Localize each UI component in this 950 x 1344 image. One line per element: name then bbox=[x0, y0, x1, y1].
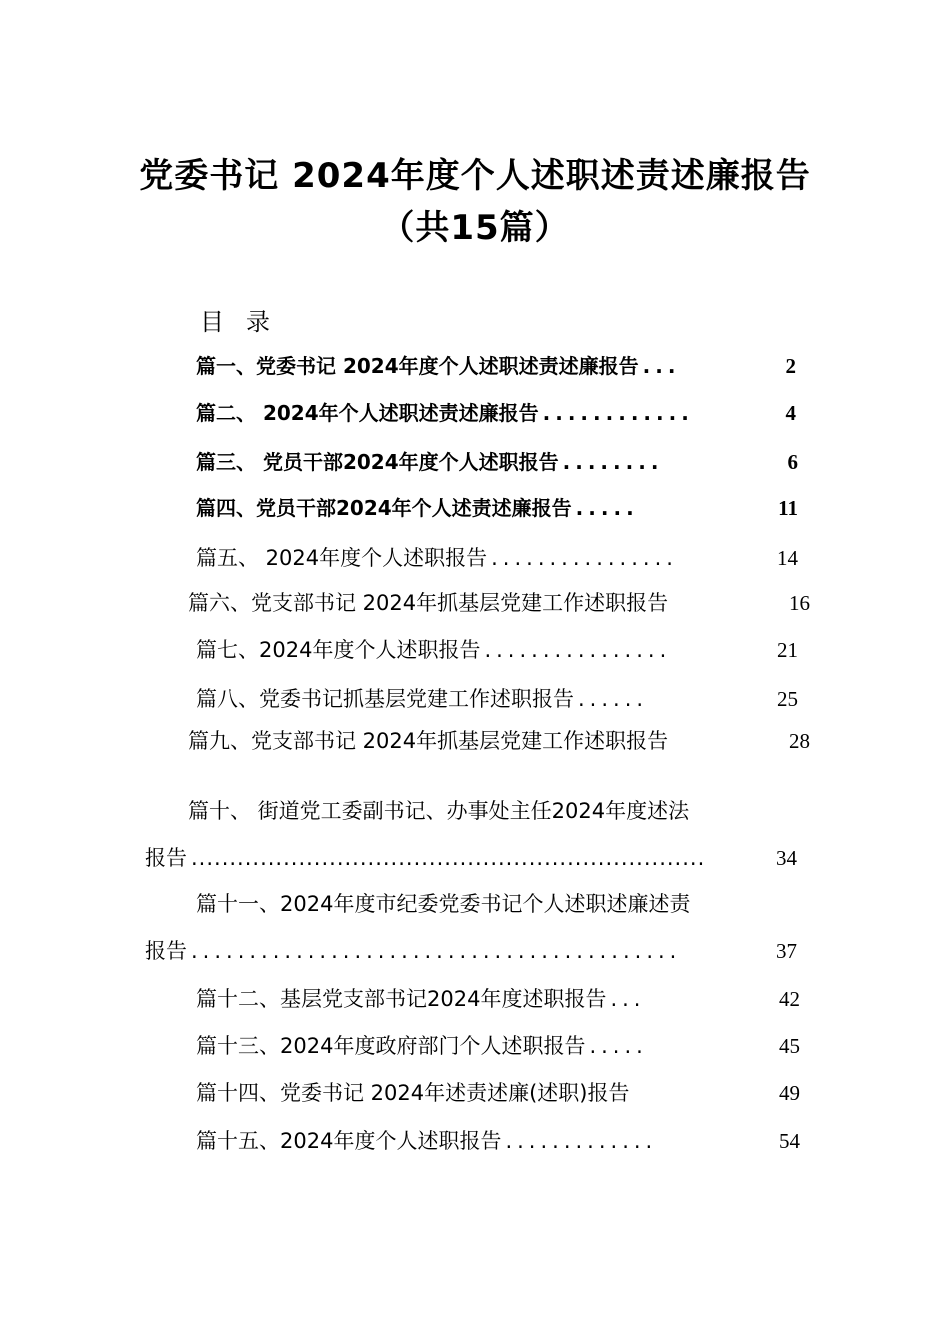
toc-entry-title: 篇十五、2024年度个人述职报告 bbox=[196, 1129, 502, 1153]
toc-entry[interactable] bbox=[196, 397, 796, 427]
toc-page-number: 6 bbox=[787, 450, 798, 474]
toc-entry[interactable] bbox=[145, 842, 797, 872]
document-subtitle: （共15篇） bbox=[380, 208, 570, 248]
toc-entry[interactable] bbox=[196, 1125, 800, 1155]
toc-entry[interactable] bbox=[196, 350, 796, 380]
toc-leader: ........ bbox=[562, 450, 664, 474]
toc-entry-title[interactable]: 篇十、 街道党工委副书记、办事处主任2024年度述法 bbox=[188, 799, 690, 823]
toc-entry[interactable] bbox=[196, 492, 798, 522]
toc-leader: ... bbox=[642, 354, 681, 378]
toc-leader: ..... bbox=[589, 1034, 648, 1058]
toc-leader: ............ bbox=[542, 401, 694, 425]
toc-page-number: 37 bbox=[776, 939, 797, 963]
toc-entry-title: 篇十四、党委书记 2024年述责述廉(述职)报告 bbox=[196, 1081, 630, 1105]
toc-page-number: 16 bbox=[789, 591, 810, 615]
toc-entry-title: 篇六、党支部书记 2024年抓基层党建工作述职报告 bbox=[188, 591, 669, 615]
toc-heading: 目录 bbox=[200, 308, 292, 336]
toc-entry[interactable] bbox=[196, 983, 800, 1013]
toc-entry-title-continued: 报告 bbox=[145, 939, 187, 963]
toc-leader: ................................................................... bbox=[191, 846, 706, 870]
toc-entry[interactable] bbox=[196, 1077, 800, 1107]
toc-entry-title: 篇七、2024年度个人述职报告 bbox=[196, 638, 481, 662]
toc-page-number: 2 bbox=[785, 354, 796, 378]
toc-page-number: 45 bbox=[779, 1034, 800, 1058]
toc-page-number: 54 bbox=[779, 1129, 800, 1153]
toc-page-number: 4 bbox=[785, 401, 796, 425]
toc-page-number: 49 bbox=[779, 1081, 800, 1105]
toc-entry-title: 篇三、 党员干部2024年度个人述职报告 bbox=[196, 450, 559, 474]
toc-entry[interactable] bbox=[196, 634, 798, 664]
toc-entry[interactable] bbox=[188, 587, 810, 617]
toc-entry-title[interactable]: 篇十一、2024年度市纪委党委书记个人述职述廉述责 bbox=[196, 892, 691, 916]
toc-leader: ............. bbox=[505, 1129, 658, 1153]
toc-page-number: 25 bbox=[777, 687, 798, 711]
toc-leader: ................ bbox=[491, 546, 678, 570]
toc-entry[interactable] bbox=[145, 935, 797, 965]
toc-page-number: 14 bbox=[777, 546, 798, 570]
toc-page-number: 11 bbox=[778, 496, 798, 520]
toc-page-number: 42 bbox=[779, 987, 800, 1011]
toc-entry-title-continued: 报告 bbox=[145, 846, 187, 870]
toc-entry-title: 篇八、党委书记抓基层党建工作述职报告 bbox=[196, 687, 574, 711]
toc-entry[interactable] bbox=[196, 446, 798, 476]
toc-leader: .......................................... bbox=[191, 939, 682, 963]
toc-entry[interactable] bbox=[188, 725, 810, 755]
toc-entry-title: 篇一、党委书记 2024年度个人述职述责述廉报告 bbox=[196, 354, 639, 378]
toc-entry[interactable] bbox=[196, 542, 798, 572]
toc-entry-title: 篇十三、2024年度政府部门个人述职报告 bbox=[196, 1034, 586, 1058]
toc-leader: ..... bbox=[575, 496, 639, 520]
toc-page-number: 28 bbox=[789, 729, 810, 753]
toc-entry-title: 篇九、党支部书记 2024年抓基层党建工作述职报告 bbox=[188, 729, 669, 753]
toc-entry-title: 篇二、 2024年个人述职述责述廉报告 bbox=[196, 401, 539, 425]
toc-leader: ... bbox=[610, 987, 646, 1011]
toc-leader: ...... bbox=[578, 687, 649, 711]
toc-entry-title: 篇十二、基层党支部书记2024年度述职报告 bbox=[196, 987, 607, 1011]
toc-entry-title: 篇五、 2024年度个人述职报告 bbox=[196, 546, 488, 570]
document-title: 党委书记 2024年度个人述职述责述廉报告 bbox=[139, 156, 811, 196]
toc-page-number: 34 bbox=[776, 846, 797, 870]
toc-entry-title: 篇四、党员干部2024年个人述责述廉报告 bbox=[196, 496, 572, 520]
toc-entry[interactable] bbox=[196, 683, 798, 713]
toc-entry[interactable] bbox=[196, 1030, 800, 1060]
toc-page-number: 21 bbox=[777, 638, 798, 662]
toc-leader: ................ bbox=[484, 638, 672, 662]
